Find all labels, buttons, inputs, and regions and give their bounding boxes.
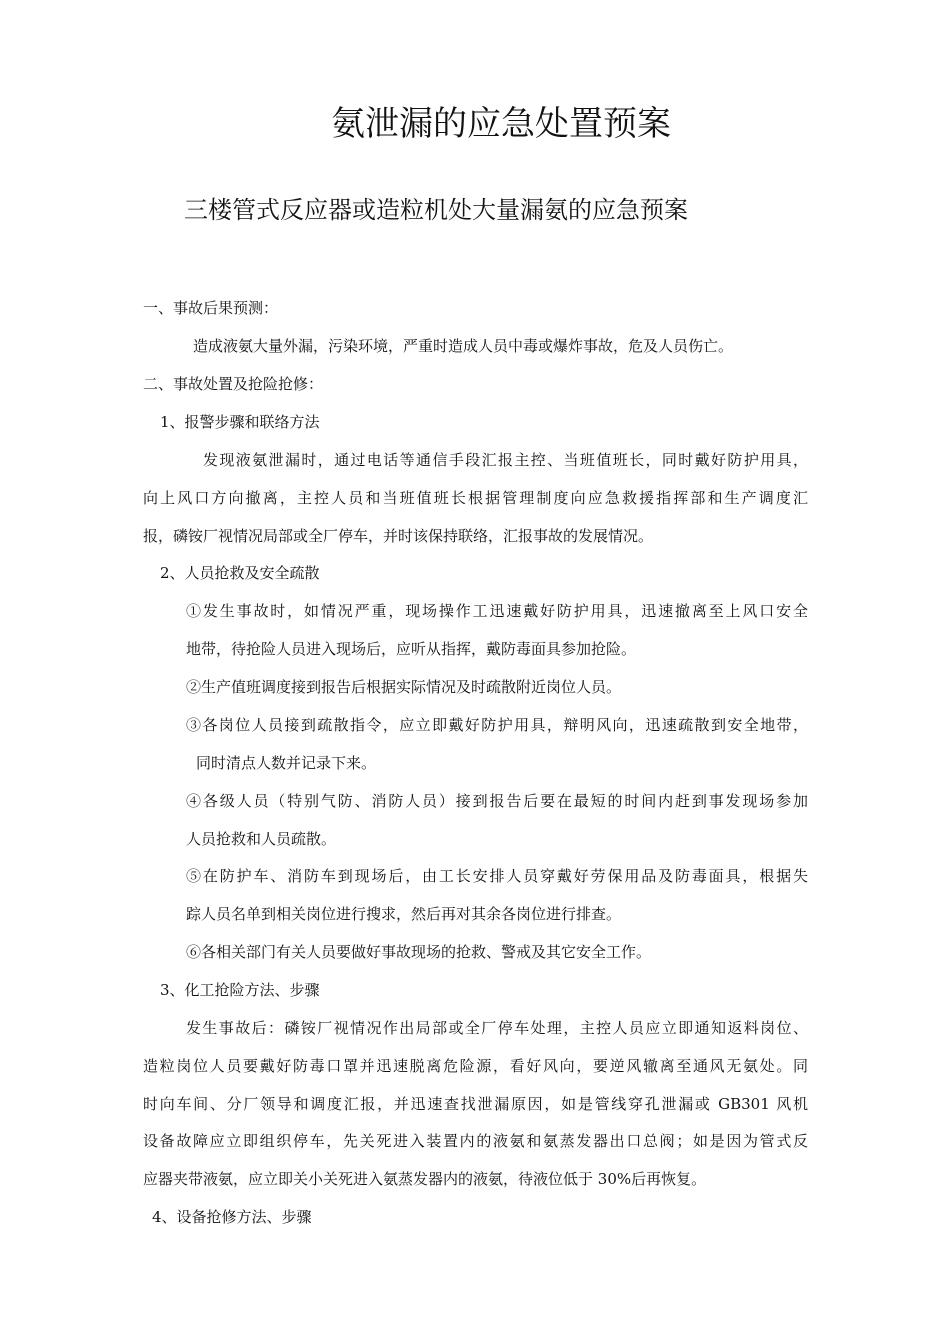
paragraph-alarm-line-2: 向上风口方向撤离，主控人员和当班值班长根据管理制度向应急救援指挥部和生产调度汇 — [143, 489, 808, 507]
paragraph-chemical-line-2: 造粒岗位人员要戴好防毒口罩并迅速脱离危险源，看好风向，要逆风辙离至通风无氨处。同 — [143, 1057, 808, 1075]
subsection-heading-alarm: 1、报警步骤和联络方法 — [160, 413, 320, 431]
list-item-1-line-1: ①发生事故时，如情况严重，现场操作工迅速戴好防护用具，迅速撤离至上风口安全 — [186, 602, 808, 620]
paragraph-chemical-line-1: 发生事故后：磷铵厂视情况作出局部或全厂停车处理，主控人员应立即通知返料岗位、 — [186, 1019, 808, 1037]
list-item-2: ②生产值班调度接到报告后根据实际情况及时疏散附近岗位人员。 — [186, 678, 622, 696]
paragraph-alarm-line-1: 发现液氨泄漏时，通过电话等通信手段汇报主控、当班值班长，同时戴好防护用具， — [203, 451, 808, 469]
paragraph-chemical-line-4: 设备故障应立即组织停车，先关死进入装置内的液氨和氨蒸发器出口总阀；如是因为管式反 — [143, 1132, 808, 1150]
paragraph-alarm-line-3: 报，磷铵厂视情况局部或全厂停车，并时该保持联络，汇报事故的发展情况。 — [143, 527, 654, 545]
paragraph-chemical-line-5: 应器夹带液氨，应立即关小关死进入氨蒸发器内的液氨，待液位低于 30%后再恢复。 — [143, 1170, 707, 1188]
list-item-1-line-2: 地带，待抢险人员进入现场后，应听从指挥，戴防毒面具参加抢险。 — [186, 640, 637, 658]
section-heading-handling: 二、事故处置及抢险抢修： — [143, 375, 324, 393]
list-item-3-line-1: ③各岗位人员接到疏散指令，应立即戴好防护用具，辩明风向，迅速疏散到安全地带， — [186, 716, 808, 734]
subsection-heading-repair: 4、设备抢修方法、步骤 — [152, 1208, 312, 1226]
list-item-4-line-2: 人员抢救和人员疏散。 — [186, 830, 337, 848]
document-title: 氨泄漏的应急处置预案 — [331, 104, 671, 144]
paragraph-consequences: 造成液氨大量外漏，污染环境，严重时造成人员中毒或爆炸事故，危及人员伤亡。 — [193, 337, 734, 355]
subsection-heading-chemical-rescue: 3、化工抢险方法、步骤 — [160, 981, 320, 999]
list-item-6: ⑥各相关部门有关人员要做好事故现场的抢救、警戒及其它安全工作。 — [186, 943, 652, 961]
list-item-5-line-2: 踪人员名单到相关岗位进行搜求，然后再对其余各岗位进行排查。 — [186, 905, 622, 923]
document-subtitle: 三楼管式反应器或造粒机处大量漏氨的应急预案 — [184, 196, 688, 224]
paragraph-chemical-line-3: 时向车间、分厂领导和调度汇报，并迅速查找泄漏原因，如是管线穿孔泄漏或 GB301 风机 — [143, 1095, 808, 1113]
list-item-5-line-1: ⑤在防护车、消防车到现场后，由工长安排人员穿戴好劳保用品及防毒面具，根据失 — [186, 867, 808, 885]
list-item-4-line-1: ④各级人员（特别气防、消防人员）接到报告后要在最短的时间内赶到事发现场参加 — [186, 792, 808, 810]
list-item-3-line-2: 同时清点人数并记录下来。 — [196, 754, 377, 772]
subsection-heading-rescue: 2、人员抢救及安全疏散 — [160, 564, 320, 582]
section-heading-consequences: 一、事故后果预测： — [143, 299, 279, 317]
